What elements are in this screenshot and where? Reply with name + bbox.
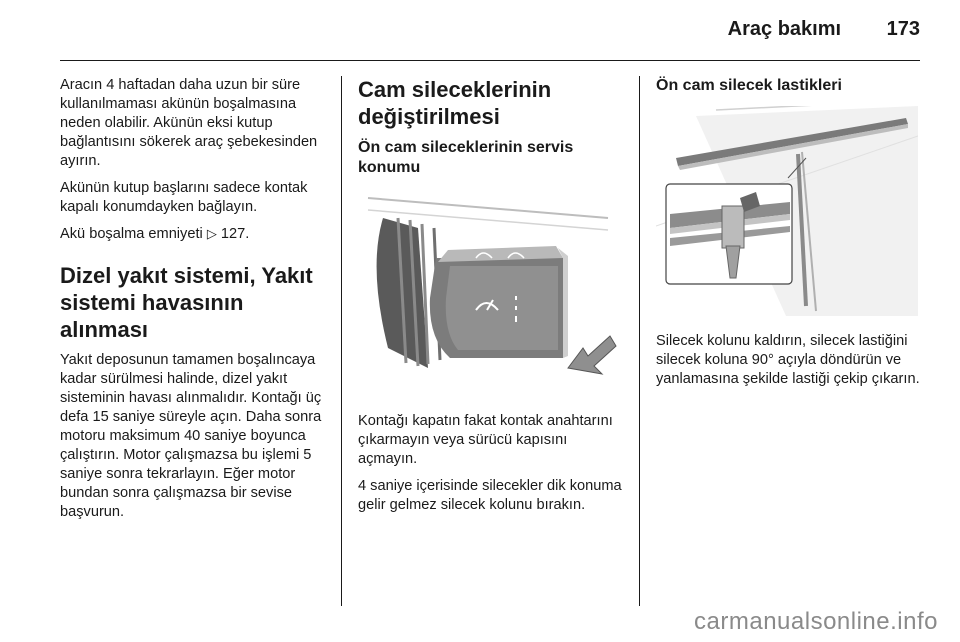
page-reference-link[interactable]: 127.: [220, 226, 250, 242]
watermark: carmanualsonline.info: [694, 608, 938, 635]
battery-protection-text: Akü boşalma emniyeti: [60, 226, 203, 242]
column-right: [656, 76, 921, 397]
diesel-paragraph: Yakıt deposunun tamamen boşalıncaya kadar sürülmesi halinde, dizel yakıt sisteminin havası alınmalıdır. Kontağı üç defa 15 saniye süreyle açın. Daha sonra motoru maksimum 40 saniye boyunca çalıştırın. Motor çalışmazsa bu işlemi 5 saniye sonra tekrarlayın. Eğer motor bundan sonra çalışmazsa bir sevise başvurun.: [60, 352, 322, 520]
page-header: [60, 18, 920, 48]
column-left: [60, 76, 330, 530]
battery-paragraph: Aracın 4 haftadan daha uzun bir süre kullanılmaması akünün boşalmasına neden olabilir. Akünün eksi kutup bağlantısını sökerek araç şebekesinden ayırın.: [60, 77, 318, 169]
wiper-stalk-shape: [430, 246, 568, 358]
wiper-blade-removal-paragraph: Silecek kolunu kaldırın, silecek lastiğini silecek koluna 90° açıyla döndürün ve yanlamasına şekilde lastiği çekip çıkarın.: [656, 333, 920, 387]
wiper-replacement-heading: Cam sileceklerinin değiştirilmesi: [358, 77, 552, 129]
section-title: Araç bakımı: [727, 18, 842, 40]
wiper-stalk-illustration: [358, 188, 620, 398]
column-divider: [341, 76, 342, 606]
battery-connect-paragraph: Akünün kutup başlarını sadece kontak kapalı konumdayken bağlayın.: [60, 180, 308, 215]
ignition-paragraph: Kontağı kapatın fakat kontak anahtarını çıkarmayın veya sürücü kapısını açmayın.: [358, 413, 613, 467]
page-reference-arrow-icon: ▷: [206, 227, 217, 242]
wiper-blade-illustration: [656, 106, 918, 316]
wiper-service-position-subheading: Ön cam sileceklerinin servis konumu: [358, 139, 574, 176]
diesel-section-heading: Dizel yakıt sistemi, Yakıt sistemi havasının alınması: [60, 263, 313, 342]
column-divider: [639, 76, 640, 606]
wiper-release-paragraph: 4 saniye içerisinde silecekler dik konuma gelir gelmez silecek kolunu bırakın.: [358, 478, 622, 513]
wiper-blades-heading: Ön cam silecek lastikleri: [656, 77, 842, 94]
header-rule: [60, 60, 920, 61]
battery-protection-paragraph: [60, 225, 330, 244]
column-middle: [358, 76, 623, 523]
page-number: 173: [886, 18, 920, 40]
